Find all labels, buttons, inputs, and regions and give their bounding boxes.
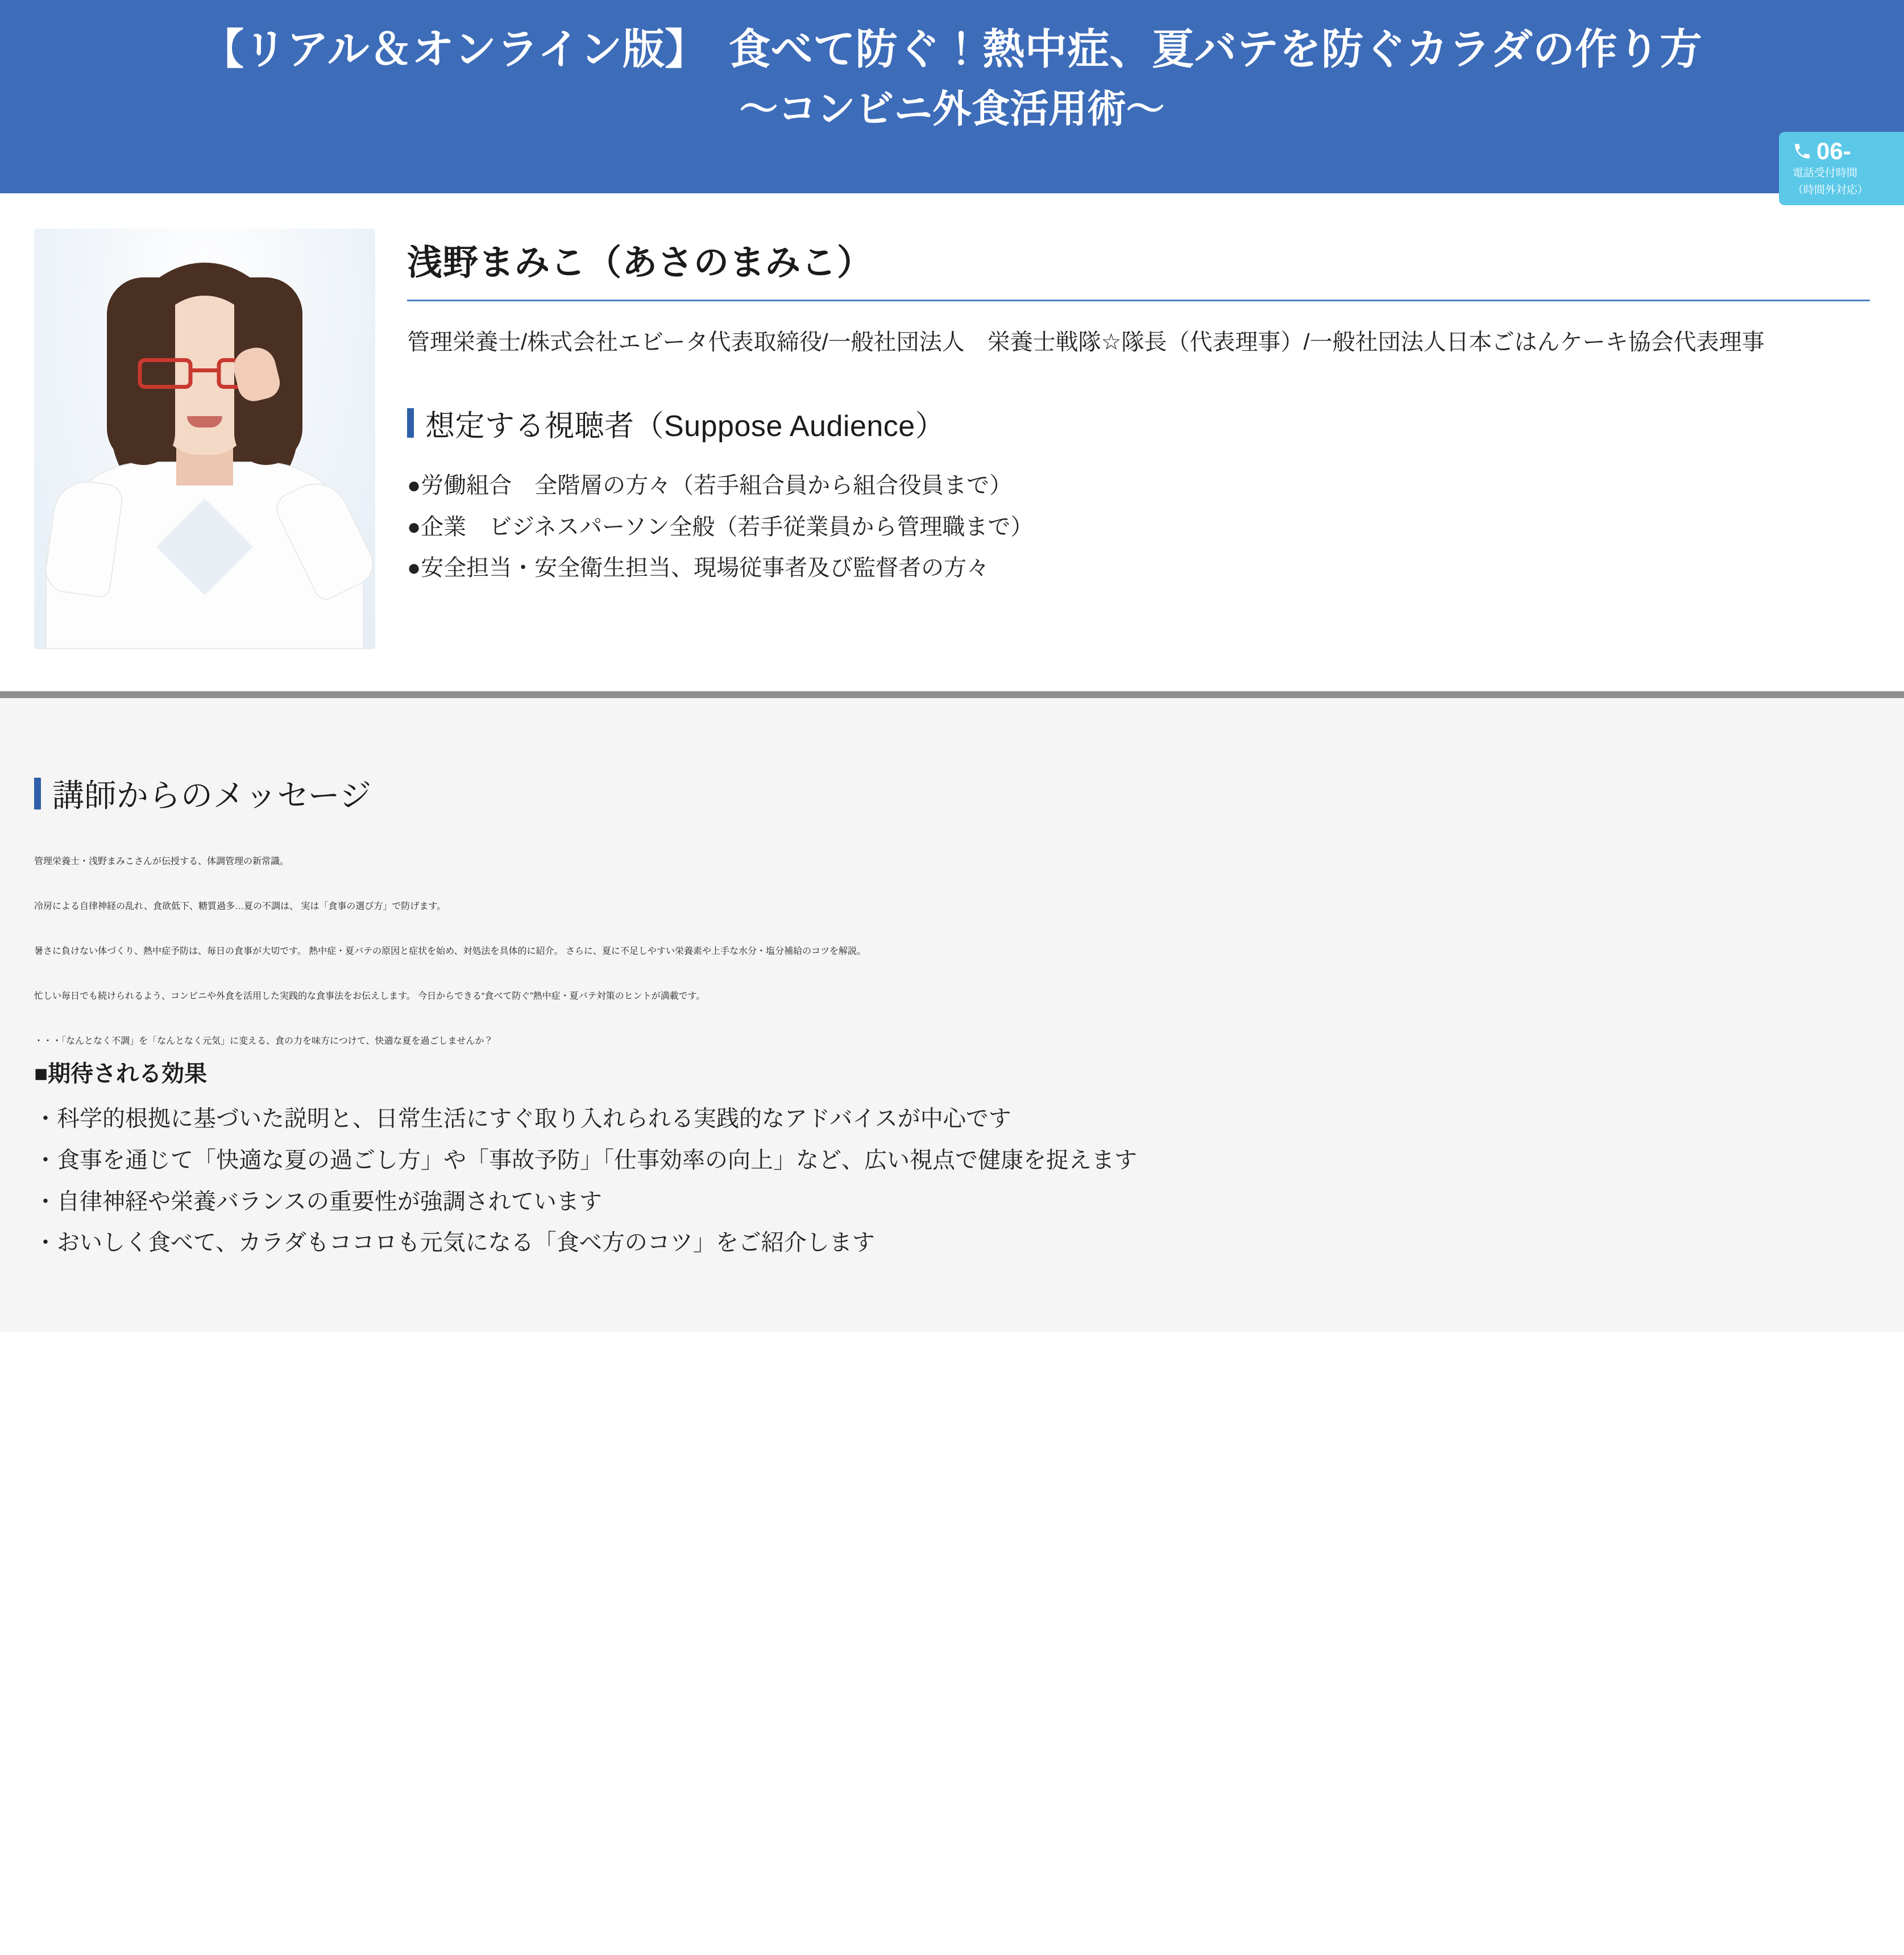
phone-number-row (1793, 139, 1893, 164)
photo-glasses-bridge (193, 368, 217, 372)
list-item: ●安全担当・安全衛生担当、現場従事者及び監督者の方々 (407, 555, 990, 581)
instructor-message-section (0, 698, 1904, 1332)
phone-contact-badge[interactable] (1779, 132, 1904, 205)
list-item: ・おいしく食べて、カラダもココロも元気になる「食べ方のコツ」をご紹介します (34, 1230, 875, 1256)
photo-glasses-lens-left (138, 358, 193, 389)
phone-hours-line-2: （時間外対応） (1793, 184, 1869, 196)
list-item: ●労働組合 全階層の方々（若手組合員から組合役員まで） (407, 472, 1013, 498)
accent-bar-icon (34, 778, 41, 810)
section-divider (0, 691, 1904, 698)
audience-heading (407, 402, 1870, 445)
expected-effects-list (34, 1098, 1870, 1264)
phone-hours-line-1: 電話受付時間 (1793, 167, 1858, 180)
page-subtitle: 〜コンビニ外食活用術〜 (739, 88, 1165, 131)
list-item: ・科学的根拠に基づいた説明と、日常生活にすぐ取り入れられる実践的なアドバイスが中心です (34, 1106, 1011, 1131)
phone-icon (1793, 142, 1812, 161)
list-item: ・自律神経や栄養バランスの重要性が強調されています (34, 1189, 602, 1214)
profile-divider (407, 300, 1870, 301)
message-paragraph-text: ・・・「なんとなく不調」を「なんとなく元気」に変える、食の力を味方につけて、快適な夏を過ごしませんか？ (34, 1036, 493, 1046)
instructor-profile-section (0, 193, 1904, 672)
profile-text-column (407, 229, 1870, 649)
expected-effects-title: ■期待される効果 (34, 1061, 208, 1086)
instructor-credentials: 管理栄養士/株式会社エビータ代表取締役/一般社団法人 栄養士戦隊☆隊長（代表理事）/一般社団法人日本ごはんケーキ協会代表理事 (407, 330, 1765, 355)
audience-heading-label: 想定する視聴者（Suppose Audience） (425, 409, 945, 443)
message-paragraph-text: 忙しい毎日でも続けられるよう、コンビニや外食を活用した実践的な食事法をお伝えします。 今日からできる“食べて防ぐ”熱中症・夏バテ対策のヒントが満載です。 (34, 991, 706, 1001)
phone-number: 06- (1816, 138, 1851, 164)
accent-bar-icon (407, 408, 414, 438)
message-heading-label: 講師からのメッセージ (52, 778, 372, 813)
instructor-name: 浅野まみこ（あさのまみこ） (407, 243, 873, 283)
hero-banner (0, 0, 1904, 196)
message-paragraph-text: 暑さに負けない体づくり、熱中症予防は、毎日の食事が大切です。 熱中症・夏バテの原因と症状を始め、対処法を具体的に紹介。 さらに、夏に不足しやすい栄養素や上手な水分・塩分補給のコツを解説。 (34, 947, 866, 956)
instructor-photo (34, 229, 375, 649)
message-paragraph-text: 冷房による自律神経の乱れ、食欲低下、糖質過多…夏の不調は、 実は「食事の選び方」で防げます。 (34, 902, 446, 911)
message-heading (34, 771, 1870, 816)
page-title: 【リアル＆オンライン版】 食べて防ぐ！熱中症、夏バテを防ぐカラダの作り方 (201, 26, 1703, 73)
list-item: ●企業 ビジネスパーソン全般（若手従業員から管理職まで） (407, 514, 1034, 539)
audience-list (407, 465, 1870, 589)
message-paragraph-text: 管理栄養士・浅野まみこさんが伝授する、体調管理の新常識。 (34, 857, 289, 866)
list-item: ・食事を通じて「快適な夏の過ごし方」や「事故予防」「仕事効率の向上」など、広い視点で健康を捉えます (34, 1147, 1137, 1173)
